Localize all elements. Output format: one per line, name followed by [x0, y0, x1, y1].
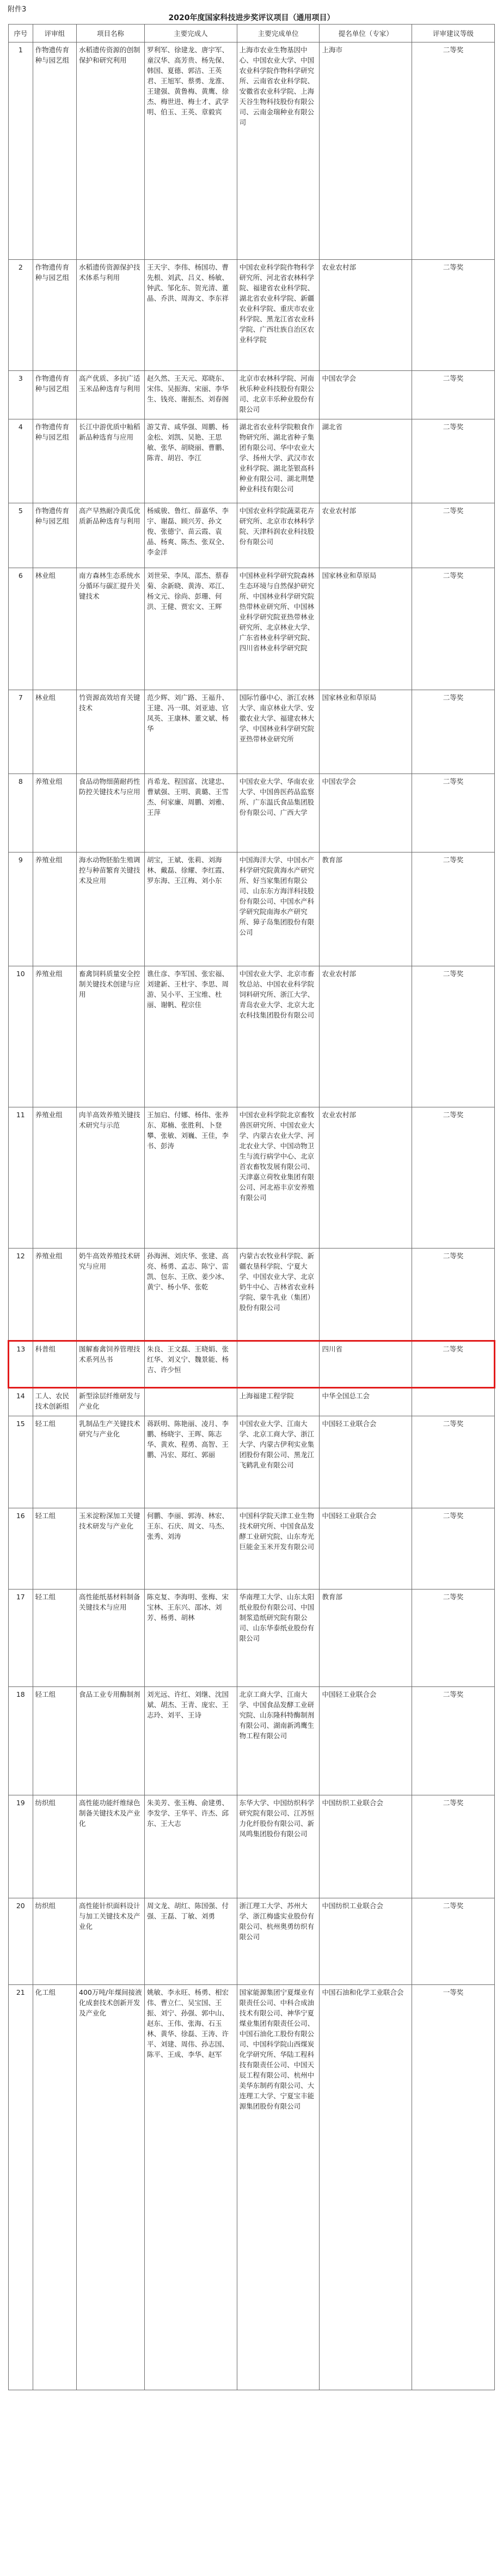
contributors-cell: 周文龙、胡红、陈国强、付强、王磊、丁敏、刘勇	[145, 1898, 237, 1985]
header-award-level: 评审建议等级	[412, 25, 495, 42]
header-number: 序号	[9, 25, 33, 42]
award-level-cell: 二等奖	[412, 568, 495, 690]
organizations-cell: 中国海洋大学、中国水产科学研究院黄海水产研究所、好当家集团有限公司、山东东方海洋科技股份有限公司、中国水产科学研究院南海水产研究所、獐子岛集团股份有限公司	[237, 852, 320, 966]
nominator-cell	[320, 1249, 412, 1341]
organizations-cell: 中国农业科学院作物科学研究所、河北省农林科学院、福建省农业科学院、湖北省农业科学院、新疆农业科学院、重庆市农业科学院、黑龙江省农业科学院、广西壮族自治区农业科学院	[237, 260, 320, 371]
row-number-cell: 18	[9, 1687, 33, 1795]
row-number-cell: 19	[9, 1795, 33, 1898]
nominator-cell: 农业农村部	[320, 966, 412, 1107]
review-group-cell: 作物遗传育种与园艺组	[33, 419, 76, 503]
review-group-cell: 纺织组	[33, 1795, 76, 1898]
nominator-cell: 农业农村部	[320, 503, 412, 568]
annex-label: 附件3	[8, 5, 27, 14]
award-level-cell: 二等奖	[412, 1249, 495, 1341]
project-name-cell: 水稻遗传资源的创制保护和研究利用	[77, 42, 145, 260]
row-number-cell: 7	[9, 690, 33, 774]
contributors-cell: 胡宝，王斌、张莉、刘海林、戴磊、徐耀、李红霞、罗东海、王江梅、刘小东	[145, 852, 237, 966]
header-review-group: 评审组	[33, 25, 76, 42]
row-number-cell: 21	[9, 1985, 33, 2390]
award-level-cell: 二等奖	[412, 1898, 495, 1985]
organizations-cell: 中国农业科学院北京畜牧兽医研究所、中国农业大学、内蒙古农业大学、河北农业大学、中国动物卫生与流行病学中心、北京首农畜牧发展有限公司、天津嘉立荷牧业集团有限公司、河北裕丰京安养殖有限公司	[237, 1107, 320, 1249]
review-group-cell: 养殖业组	[33, 774, 76, 852]
organizations-cell: 中国农业大学、华南农业大学、中国兽医药品监察所、广东温氏食品集团股份有限公司、广西大学	[237, 774, 320, 852]
nominator-cell: 中国农学会	[320, 371, 412, 419]
row-number-cell: 8	[9, 774, 33, 852]
contributors-cell: 王加启、付娜、杨伟、张养东、郑楠、张胜利、卜登攀、张敏、刘巍、王佳，李书、彭涛	[145, 1107, 237, 1249]
row-number-cell: 3	[9, 371, 33, 419]
organizations-cell: 浙江理工大学、苏州大学、浙江梅盛实业股份有限公司、杭州奥勇纺织有限公司	[237, 1898, 320, 1985]
organizations-cell: 中国科学院天津工业生物技术研究所、中国食品发酵工业研究院、山东寿光巨能金玉米开发有限公司	[237, 1508, 320, 1590]
project-name-cell: 肉羊高效养殖关键技术研究与示范	[77, 1107, 145, 1249]
row-number-cell: 12	[9, 1249, 33, 1341]
nominator-cell: 中国纺织工业联合会	[320, 1795, 412, 1898]
project-name-cell: 乳制品生产关键技术研究与产业化	[77, 1416, 145, 1508]
contributors-cell: 王天宇、李伟、杨国功、曹先根、刘武、吕义、杨敏、钟武、邹化东、贺光清、董晶、乔洪、周海文、李东祥	[145, 260, 237, 371]
award-level-cell: 二等奖	[412, 690, 495, 774]
nominator-cell: 中国轻工业联合会	[320, 1508, 412, 1590]
header-main-contributors: 主要完成人	[145, 25, 237, 42]
row-number-cell: 4	[9, 419, 33, 503]
organizations-cell: 湖北省农业科学院粮食作物研究所、湖北省种子集团有限公司、华中农业大学、扬州大学、武汉市农业科学院、湖北荃银高科种业有限公司、湖北荆楚种业科技有限公司	[237, 419, 320, 503]
award-level-cell: 二等奖	[412, 503, 495, 568]
row-number-cell: 9	[9, 852, 33, 966]
organizations-cell: 北京市农林科学院、河南秋乐种业科技股份有限公司、北京丰乐种业股份有限公司	[237, 371, 320, 419]
review-group-cell: 化工组	[33, 1985, 76, 2390]
award-level-cell: 一等奖	[412, 1985, 495, 2390]
organizations-cell: 东华大学、中国纺织科学研究院有限公司、江苏恒力化纤股份有限公司、新凤鸣集团股份有限公司	[237, 1795, 320, 1898]
project-name-cell: 长江中游优质中籼稻新品种选育与应用	[77, 419, 145, 503]
review-group-cell: 轻工组	[33, 1687, 76, 1795]
contributors-cell: 姚敏、李永旺、杨勇、相宏伟、曹立仁、吴宝国、王振、刘宁、孙强、郭中山、赵东、王伟、张海、石玉林、黄华、徐磊、王涛、许平、刘建、周伟、孙志国、陈平、王成、李华、赵军	[145, 1985, 237, 2390]
review-group-cell: 作物遗传育种与园艺组	[33, 371, 76, 419]
header-nominator: 提名单位（专家）	[320, 25, 412, 42]
nominator-cell: 中国轻工业联合会	[320, 1687, 412, 1795]
review-group-cell: 科普组	[33, 1341, 76, 1388]
organizations-cell	[237, 1341, 320, 1388]
table-row	[9, 1590, 495, 1687]
table-row	[9, 260, 495, 371]
review-group-cell: 养殖业组	[33, 1249, 76, 1341]
organizations-cell: 国际竹藤中心、浙江农林大学、南京林业大学、安徽农业大学、福建农林大学、中国林业科学研究院亚热带林业研究所	[237, 690, 320, 774]
project-name-cell: 400万吨/年煤间接液化成套技术创新开发及产业化	[77, 1985, 145, 2390]
award-level-cell: 二等奖	[412, 774, 495, 852]
review-group-cell: 林业组	[33, 568, 76, 690]
nominator-cell: 国家林业和草原局	[320, 690, 412, 774]
project-name-cell: 奶牛高效养殖技术研究与应用	[77, 1249, 145, 1341]
contributors-cell: 范少辉、刘广路、王福升、王建、冯一琪、刘亚迪、官凤英、王康林、董文斌、杨华	[145, 690, 237, 774]
review-group-cell: 作物遗传育种与园艺组	[33, 42, 76, 260]
award-level-cell: 二等奖	[412, 260, 495, 371]
table-row	[9, 774, 495, 852]
contributors-cell: 朱美芳、张玉梅、俞建勇、李发学、王华平、许杰、邱东、王大志	[145, 1795, 237, 1898]
contributors-cell: 朱良、王文磊、王晓娟、张红华、刘义宁、魏景能、杨吉、许少恒	[145, 1341, 237, 1388]
nominator-cell: 上海市	[320, 42, 412, 260]
nominator-cell: 农业农村部	[320, 1107, 412, 1249]
row-number-cell: 2	[9, 260, 33, 371]
contributors-cell: 罗利军、徐建龙、唐宇军、童汉华、高芳贵、杨先保、韩国、夏德、郭洁、王英君、王旭军、蔡勇、龙淮、王建强、黄鲁梅、黄鹰、徐杰、梅世进、梅士才、武学明、伯玉、王英、章毅宾	[145, 42, 237, 260]
review-group-cell: 作物遗传育种与园艺组	[33, 503, 76, 568]
table-row	[9, 371, 495, 419]
table-row	[9, 568, 495, 690]
project-name-cell: 图解畜禽饲养管理技术系列丛书	[77, 1341, 145, 1388]
award-level-cell: 二等奖	[412, 1508, 495, 1590]
table-row	[9, 42, 495, 260]
project-name-cell: 高性能纸基材料制备关键技术与应用	[77, 1590, 145, 1687]
award-level-cell: 二等奖	[412, 852, 495, 966]
page-title: 2020年度国家科技进步奖评议项目（通用项目）	[168, 14, 335, 22]
project-name-cell: 高性能针织面料设计与加工关键技术及产业化	[77, 1898, 145, 1985]
nominator-cell: 中国纺织工业联合会	[320, 1898, 412, 1985]
header-project-name: 项目名称	[77, 25, 145, 42]
award-level-cell: 二等奖	[412, 371, 495, 419]
row-number-cell: 6	[9, 568, 33, 690]
review-group-cell: 轻工组	[33, 1590, 76, 1687]
project-name-cell: 高性能功能纤维绿色制备关键技术及产业化	[77, 1795, 145, 1898]
review-group-cell: 工人、农民技术创新组	[33, 1388, 76, 1416]
contributors-cell: 蒋跃明、陈艳丽、凌月、李鹏、杨晓宇、王晖、陈志华、黄欢、程勇、高智、王鹏、冯宏、郑红、郭丽	[145, 1416, 237, 1508]
award-level-cell: 二等奖	[412, 419, 495, 503]
project-name-cell: 食品工业专用酶制剂	[77, 1687, 145, 1795]
table-row	[9, 1416, 495, 1508]
organizations-cell: 国家能源集团宁夏煤业有限责任公司、中科合成油技术有限公司、神华宁夏煤业集团有限责任公司、中国石油化工股份有限公司、中国科学院山西煤炭化学研究所、华陆工程科技有限责任公司、中国天辰工程有限公司、杭州中美华东制药有限公司、大连理工大学、宁夏宝丰能源集团股份有限公司	[237, 1985, 320, 2390]
project-name-cell: 海水动物胚胎生殖调控与种苗繁育关键技术及应用	[77, 852, 145, 966]
row-number-cell: 14	[9, 1388, 33, 1416]
nominator-cell: 国家林业和草原局	[320, 568, 412, 690]
table-row	[9, 1388, 495, 1416]
project-name-cell: 竹资源高效培育关键技术	[77, 690, 145, 774]
row-number-cell: 11	[9, 1107, 33, 1249]
contributors-cell: 孙海洲、刘庆华、张建、高亮、杨勇、孟志、陈宁、雷凯、包东、王欣、姜少冰、黄宁、杨小华、张乾	[145, 1249, 237, 1341]
contributors-cell: 刘世荣、李凤、邵杰、蔡春菊、余新晓、黄涛、邓江、杨文元、徐尚、彭珊、何洪、王健、贾宏文、王辉	[145, 568, 237, 690]
contributors-cell: 谯仕彦、李军国、张宏福、刘建新、王杜宇、李思、周游、吴小平、王宝维、杜丽、谢帆、程宗佳	[145, 966, 237, 1107]
table-row	[9, 852, 495, 966]
project-name-cell: 水稻遗传资源保护技术体系与利用	[77, 260, 145, 371]
table-row	[9, 1249, 495, 1341]
table-row	[9, 1508, 495, 1590]
organizations-cell: 上海市农业生物基因中心、中国农业大学、中国农业科学院作物科学研究所、云南省农业科学院、安徽省农业科学院、上海天谷生物科技股份有限公司、云南金瑞种业有限公司	[237, 42, 320, 260]
organizations-cell: 中国林业科学研究院森林生态环境与自然保护研究所、中国林业科学研究院热带林业研究所、中国林业科学研究院亚热带林业研究所、北京林业大学、广东省林业科学研究院、四川省林业科学研究院	[237, 568, 320, 690]
table-row	[9, 1107, 495, 1249]
award-level-cell: 二等奖	[412, 1341, 495, 1388]
award-level-cell: 二等奖	[412, 1590, 495, 1687]
evaluation-table	[8, 24, 495, 2390]
row-number-cell: 17	[9, 1590, 33, 1687]
contributors-cell: 肖希龙、程国富、沈建忠、曹斌强、王明、黄璐、王雪杰、何家廉、周鹏、刘雅、王萍	[145, 774, 237, 852]
nominator-cell: 湖北省	[320, 419, 412, 503]
award-level-cell: 二等奖	[412, 42, 495, 260]
organizations-cell: 华南理工大学、山东太阳纸业股份有限公司、中国制浆造纸研究院有限公司、山东华泰纸业股份有限公司	[237, 1590, 320, 1687]
review-group-cell: 林业组	[33, 690, 76, 774]
table-row	[9, 503, 495, 568]
review-group-cell: 作物遗传育种与园艺组	[33, 260, 76, 371]
row-number-cell: 16	[9, 1508, 33, 1590]
award-level-cell	[412, 1388, 495, 1416]
table-row-highlighted	[9, 1341, 495, 1388]
table-row	[9, 1898, 495, 1985]
contributors-cell: 杨威骏、鲁红、薛嘉华、李宇、谢磊、顾兴芳、孙文俊、张德宁、苗云霞、袁晶、杨爽、陈杰、张双全、李金洋	[145, 503, 237, 568]
project-name-cell: 高产优质、多抗广适玉米品种选育与利用	[77, 371, 145, 419]
row-number-cell: 10	[9, 966, 33, 1107]
nominator-cell: 中国轻工业联合会	[320, 1416, 412, 1508]
organizations-cell: 中国农业大学、北京市畜牧总站、中国农业科学院饲料研究所、浙江大学、青岛农业大学、北京大北农科技集团股份有限公司	[237, 966, 320, 1107]
row-number-cell: 5	[9, 503, 33, 568]
project-name-cell: 食品动物细菌耐药性防控关键技术与应用	[77, 774, 145, 852]
row-number-cell: 20	[9, 1898, 33, 1985]
table-row	[9, 690, 495, 774]
organizations-cell: 内蒙古农牧业科学院、新疆农垦科学院、宁夏大学、中国农业大学、北京奶牛中心、吉林省农业科学院、蒙牛乳业（集团）股份有限公司	[237, 1249, 320, 1341]
nominator-cell: 中华全国总工会	[320, 1388, 412, 1416]
table-row	[9, 966, 495, 1107]
award-level-cell: 二等奖	[412, 1687, 495, 1795]
table-row	[9, 1795, 495, 1898]
award-level-cell: 二等奖	[412, 966, 495, 1107]
organizations-cell: 北京工商大学、江南大学、中国食品发酵工业研究院、山东隆科特酶制剂有限公司、湖南新鸿鹰生物工程有限公司	[237, 1687, 320, 1795]
organizations-cell: 中国农业大学、江南大学、北京工商大学、浙江大学、内蒙古伊利实业集团股份有限公司、黑龙江飞鹤乳业有限公司	[237, 1416, 320, 1508]
nominator-cell: 四川省	[320, 1341, 412, 1388]
table-row	[9, 1985, 495, 2390]
contributors-cell: 何鹏、李丽、郭涛、林宏、王东、石庆、周文、马杰、张秀、刘涛	[145, 1508, 237, 1590]
organizations-cell: 上海福建工程学院	[237, 1388, 320, 1416]
review-group-cell: 养殖业组	[33, 852, 76, 966]
nominator-cell: 农业农村部	[320, 260, 412, 371]
nominator-cell: 中国农学会	[320, 774, 412, 852]
project-name-cell: 南方森林生态系统水分循环与碳汇提升关键技术	[77, 568, 145, 690]
project-name-cell: 畜禽饲料质量安全控制关键技术创建与应用	[77, 966, 145, 1107]
organizations-cell: 中国农业科学院蔬菜花卉研究所、北京市农林科学院、天津科润农业科技股份有限公司	[237, 503, 320, 568]
contributors-cell: 陈克复、李海明、张梅、宋宝林、王东兴、邵冰、刘芳、杨勇、胡林	[145, 1590, 237, 1687]
project-name-cell: 高产早熟耐冷黄瓜优质新品种选育与利用	[77, 503, 145, 568]
contributors-cell: 游艾青、咸华强、周鹏、杨金松、刘凯、吴艳、王思敏、张华、胡晓丽、曹鹏、陈青、胡岩、李江	[145, 419, 237, 503]
row-number-cell: 1	[9, 42, 33, 260]
award-level-cell: 二等奖	[412, 1107, 495, 1249]
contributors-cell: 刘光远、许红、刘继、沈国斌、胡杰、王青、庞宏、王志玲、刘平、王诗	[145, 1687, 237, 1795]
nominator-cell: 教育部	[320, 1590, 412, 1687]
project-name-cell: 新型涂层纤维研发与产业化	[77, 1388, 145, 1416]
table-row	[9, 419, 495, 503]
row-number-cell: 15	[9, 1416, 33, 1508]
review-group-cell: 轻工组	[33, 1508, 76, 1590]
table-header-row	[9, 25, 495, 42]
contributors-cell: 赵久然、王天元、郑晓东、宋伟、吴振海、宋丽、李华生、钱亮、谢振杰、刘春阁	[145, 371, 237, 419]
project-name-cell: 玉米淀粉深加工关键技术研发与产业化	[77, 1508, 145, 1590]
review-group-cell: 轻工组	[33, 1416, 76, 1508]
award-level-cell: 二等奖	[412, 1795, 495, 1898]
contributors-cell	[145, 1388, 237, 1416]
nominator-cell: 教育部	[320, 852, 412, 966]
review-group-cell: 养殖业组	[33, 1107, 76, 1249]
row-number-cell: 13	[9, 1341, 33, 1388]
header-main-organizations: 主要完成单位	[237, 25, 320, 42]
award-level-cell: 二等奖	[412, 1416, 495, 1508]
review-group-cell: 纺织组	[33, 1898, 76, 1985]
nominator-cell: 中国石油和化学工业联合会	[320, 1985, 412, 2390]
table-row	[9, 1687, 495, 1795]
review-group-cell: 养殖业组	[33, 966, 76, 1107]
